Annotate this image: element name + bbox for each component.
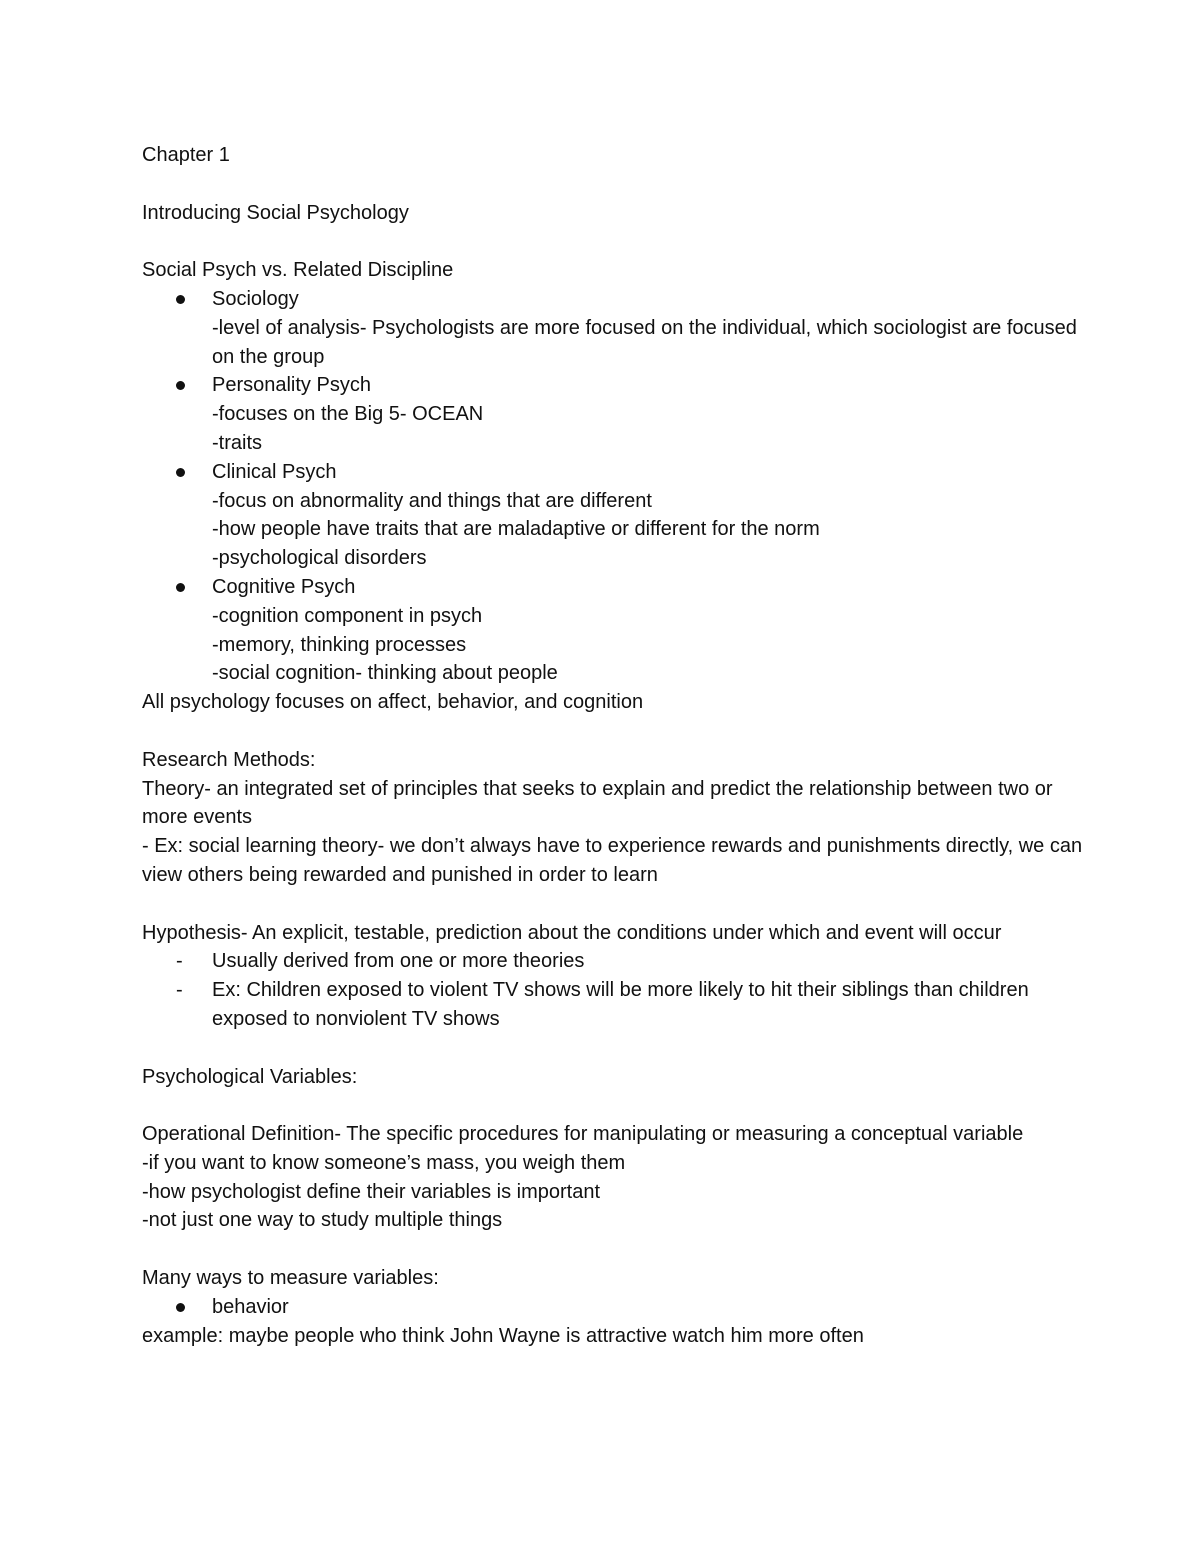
chapter-heading: Chapter 1 (142, 144, 230, 166)
document-page (142, 141, 1102, 1350)
spacer (142, 170, 1102, 199)
discipline-title: Sociology (212, 287, 299, 310)
measure-item: behavior (212, 1295, 289, 1318)
theory-definition: Theory- an integrated set of principles that seeks to explain and predict the relationship between two or more events (142, 777, 1059, 829)
hypothesis-list (142, 947, 1102, 1033)
dash-icon: - (176, 950, 183, 973)
spacer (142, 227, 1102, 256)
measure-heading: Many ways to measure variables: (142, 1267, 439, 1290)
list-item (142, 573, 1102, 688)
variables-heading: Psychological Variables: (142, 1065, 358, 1088)
note-line: -psychological disorders (212, 547, 427, 570)
bullet-icon (176, 1303, 185, 1312)
list-item (142, 285, 1102, 371)
related-discipline-list (142, 285, 1102, 688)
operational-definition: Operational Definition- The specific procedures for manipulating or measuring a conceptual variable (142, 1123, 1024, 1146)
measure-example: example: maybe people who think John Wayne is attractive watch him more often (142, 1324, 864, 1347)
bullet-icon (176, 295, 185, 304)
note-line: -level of analysis- Psychologists are more focused on the individual, which sociologist are focused on the group (212, 316, 1083, 368)
spacer (142, 890, 1102, 919)
hypothesis-point: Usually derived from one or more theories (212, 950, 585, 973)
bullet-icon (176, 468, 185, 477)
note-line: -traits (212, 431, 262, 454)
spacer (142, 1235, 1102, 1264)
discipline-title: Personality Psych (212, 374, 371, 397)
summary-line: All psychology focuses on affect, behavior, and cognition (142, 691, 644, 714)
theory-example: - Ex: social learning theory- we don’t always have to experience rewards and punishments directly, we can view others being rewarded and punished in order to learn (142, 835, 1088, 886)
section-title: Introducing Social Psychology (142, 201, 409, 224)
note-line: -focuses on the Big 5- OCEAN (212, 403, 484, 426)
dash-icon: - (176, 979, 183, 1002)
note-line: -how psychologist define their variables is important (142, 1180, 600, 1203)
note-line: -how people have traits that are maladaptive or different for the norm (212, 518, 820, 541)
note-line: -focus on abnormality and things that are different (212, 489, 652, 512)
note-line: -social cognition- thinking about people (212, 662, 558, 685)
research-heading: Research Methods: (142, 748, 316, 771)
bullet-icon (176, 381, 185, 390)
hypothesis-point: Ex: Children exposed to violent TV shows will be more likely to hit their siblings than children exposed to nonviolent TV shows (212, 979, 1035, 1030)
note-line: -not just one way to study multiple things (142, 1209, 503, 1232)
bullet-icon (176, 583, 185, 592)
list-item (142, 458, 1102, 573)
list-item (142, 947, 1102, 976)
note-line: -memory, thinking processes (212, 633, 467, 656)
spacer (142, 717, 1102, 746)
measure-list (142, 1293, 1102, 1322)
discipline-title: Cognitive Psych (212, 575, 356, 598)
discipline-title: Clinical Psych (212, 460, 337, 483)
list-item (142, 976, 1102, 1034)
list-item (142, 1293, 1102, 1322)
hypothesis-definition: Hypothesis- An explicit, testable, prediction about the conditions under which and event will occur (142, 921, 1002, 944)
note-line: -if you want to know someone’s mass, you weigh them (142, 1151, 626, 1174)
note-line: -cognition component in psych (212, 604, 483, 627)
spacer (142, 1034, 1102, 1063)
list-item (142, 371, 1102, 457)
spacer (142, 1091, 1102, 1120)
related-heading: Social Psych vs. Related Discipline (142, 259, 454, 282)
